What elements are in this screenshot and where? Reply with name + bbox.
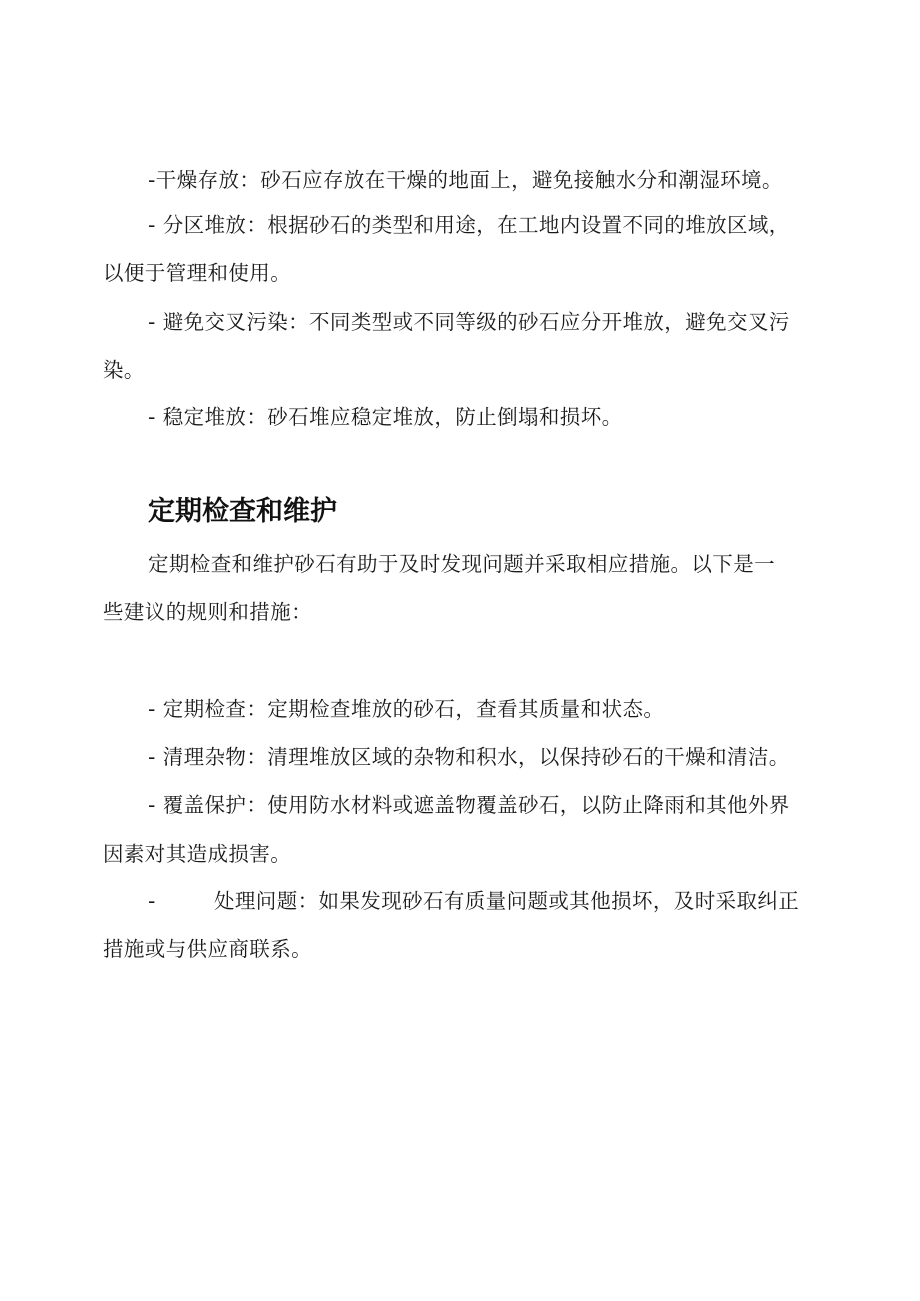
paragraph-cross-contamination-line2: 染。: [103, 358, 145, 382]
section-intro-line2: 些建议的规则和措施：: [103, 600, 312, 624]
paragraph-cover-protection-line1: - 覆盖保护：使用防水材料或遮盖物覆盖砂石，以防止降雨和其他外界: [148, 793, 790, 817]
paragraph-cross-contamination-line1: - 避免交叉污染：不同类型或不同等级的砂石应分开堆放，避免交叉污: [148, 310, 790, 334]
paragraph-zone-storage-line2: 以便于管理和使用。: [103, 261, 292, 285]
section-intro-line1: 定期检查和维护砂石有助于及时发现问题并采取相应措施。以下是一: [148, 552, 775, 576]
paragraph-dry-storage: -干燥存放：砂石应存放在干燥的地面上，避免接触水分和潮湿环境。: [148, 168, 783, 192]
paragraph-regular-inspection: - 定期检查：定期检查堆放的砂石，查看其质量和状态。: [148, 697, 665, 721]
handle-issues-text: 处理问题：如果发现砂石有质量问题或其他损坏，及时采取纠正: [214, 889, 800, 913]
paragraph-clear-debris: - 清理杂物：清理堆放区域的杂物和积水，以保持砂石的干燥和清洁。: [148, 745, 790, 769]
paragraph-stable-storage: - 稳定堆放：砂石堆应稳定堆放，防止倒塌和损坏。: [148, 405, 623, 429]
section-heading: 定期检查和维护: [148, 496, 337, 527]
paragraph-handle-issues-line1: [0, 889, 920, 913]
paragraph-cover-protection-line2: 因素对其造成损害。: [103, 842, 292, 866]
paragraph-handle-issues-line2: 措施或与供应商联系。: [103, 937, 312, 961]
list-dash: -: [148, 889, 156, 913]
paragraph-zone-storage-line1: - 分区堆放：根据砂石的类型和用途，在工地内设置不同的堆放区域，: [148, 213, 790, 237]
